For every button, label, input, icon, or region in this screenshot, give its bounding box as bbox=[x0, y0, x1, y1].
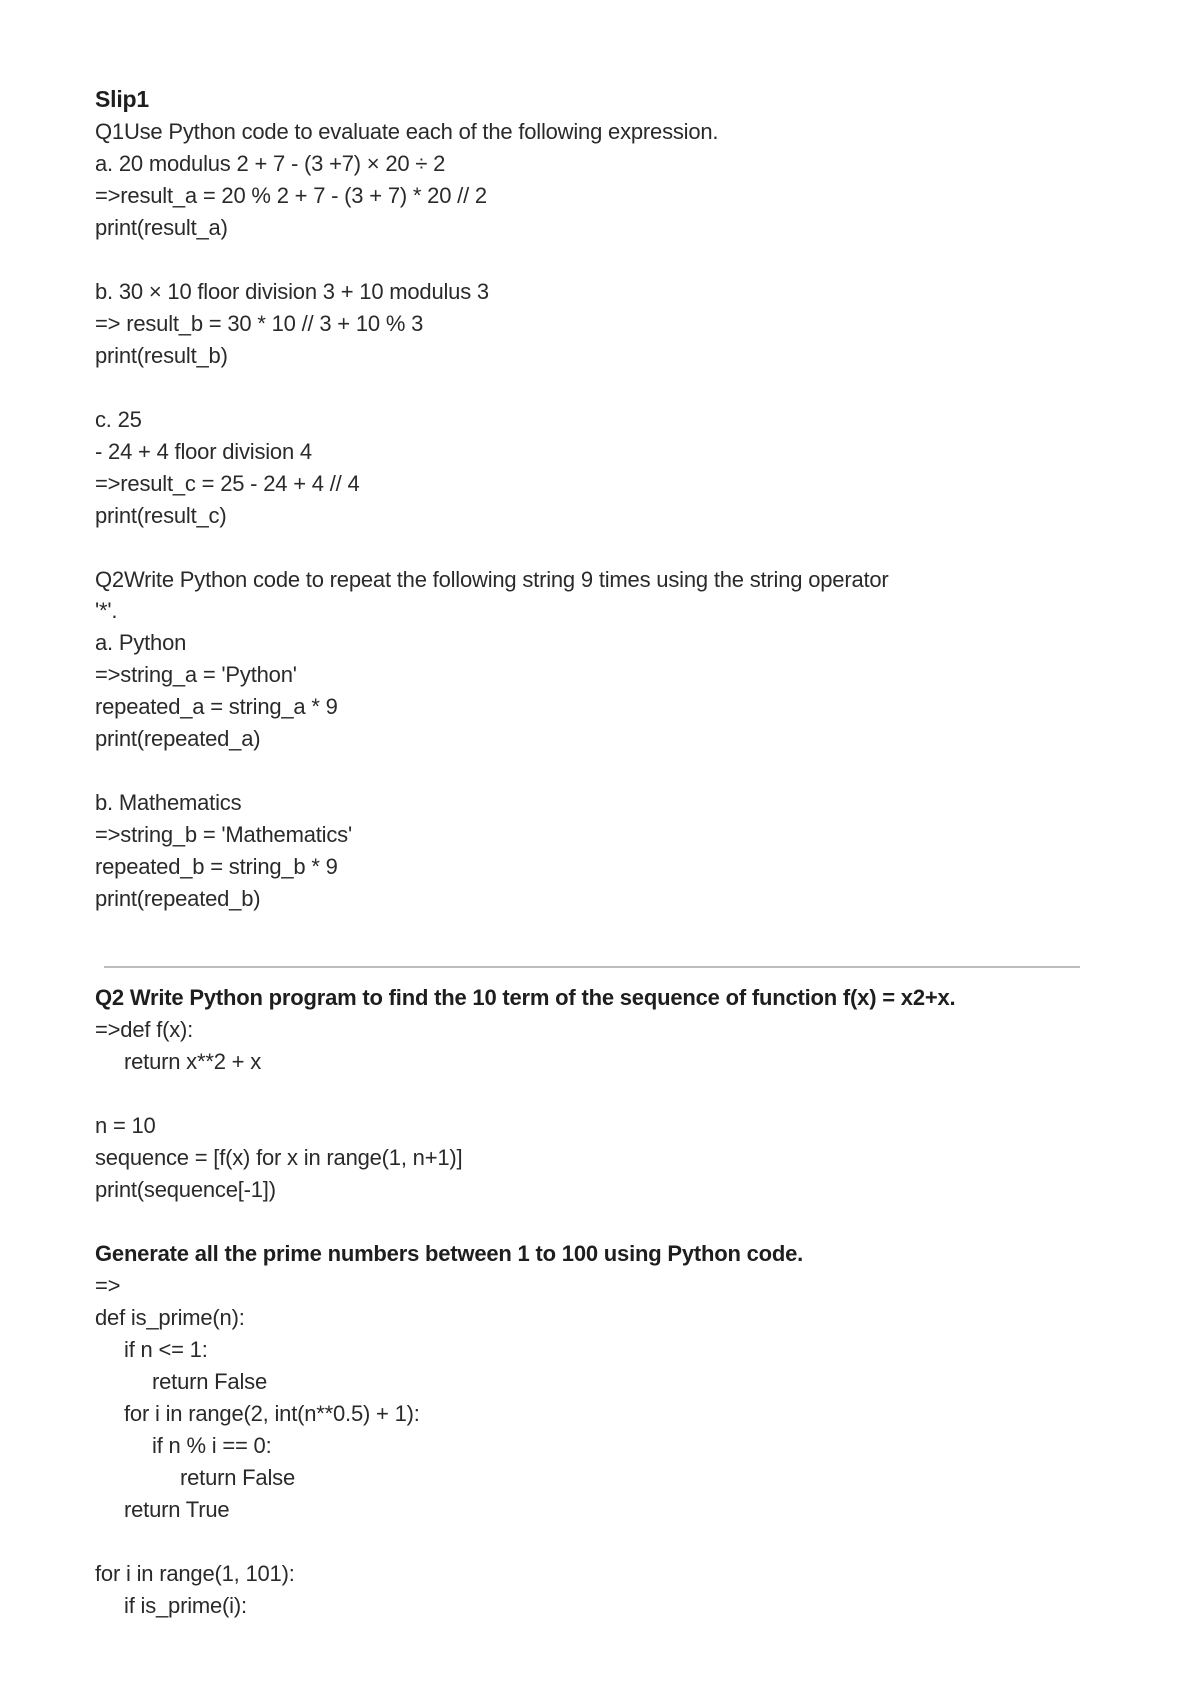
q4-code-line: return False bbox=[152, 1369, 267, 1394]
q4-code-line: if n <= 1: bbox=[124, 1337, 208, 1362]
q3-code-line: =>def f(x): bbox=[95, 1017, 194, 1042]
q1-a-expression: a. 20 modulus 2 + 7 - (3 +7) × 20 ÷ 2 bbox=[95, 151, 446, 176]
q3-code-line: n = 10 bbox=[95, 1113, 156, 1138]
q3-heading: Q2 Write Python program to find the 10 term of the sequence of function f(x) = x2+x. bbox=[95, 985, 956, 1010]
q2-b-code-line: repeated_b = string_b * 9 bbox=[95, 854, 338, 879]
q2-a-code-line: print(repeated_a) bbox=[95, 726, 261, 751]
q4-code-line: return False bbox=[180, 1465, 295, 1490]
q1-c-expression: - 24 + 4 floor division 4 bbox=[95, 439, 312, 464]
q2-b-code-line: =>string_b = 'Mathematics' bbox=[95, 822, 352, 847]
q1-c-code-line: print(result_c) bbox=[95, 503, 227, 528]
q3-code-line: print(sequence[-1]) bbox=[95, 1177, 276, 1202]
slip-title: Slip1 bbox=[95, 86, 149, 112]
q1-a-code-line: =>result_a = 20 % 2 + 7 - (3 + 7) * 20 // 2 bbox=[95, 183, 487, 208]
q1-b-code-line: => result_b = 30 * 10 // 3 + 10 % 3 bbox=[95, 311, 424, 336]
q4-code-line: if n % i == 0: bbox=[152, 1433, 272, 1458]
q4-arrow: => bbox=[95, 1273, 121, 1298]
q2-heading-continued: '*'. bbox=[95, 598, 118, 623]
q4-code-line: def is_prime(n): bbox=[95, 1305, 245, 1330]
q2-b-code-line: print(repeated_b) bbox=[95, 886, 261, 911]
q2-a-code-line: repeated_a = string_a * 9 bbox=[95, 694, 338, 719]
q4-code-line: for i in range(2, int(n**0.5) + 1): bbox=[124, 1401, 420, 1426]
q3-code-line: sequence = [f(x) for x in range(1, n+1)] bbox=[95, 1145, 463, 1170]
q2-a-code-line: =>string_a = 'Python' bbox=[95, 662, 297, 687]
q1-b-code-line: print(result_b) bbox=[95, 343, 228, 368]
q4-code-line: if is_prime(i): bbox=[124, 1593, 247, 1618]
q1-heading: Q1Use Python code to evaluate each of the following expression. bbox=[95, 119, 719, 144]
q1-c-expression: c. 25 bbox=[95, 407, 142, 432]
q4-code-line: for i in range(1, 101): bbox=[95, 1561, 295, 1586]
section-divider bbox=[104, 966, 1080, 968]
q2-b-label: b. Mathematics bbox=[95, 790, 242, 815]
q2-a-label: a. Python bbox=[95, 630, 187, 655]
q2-heading: Q2Write Python code to repeat the following string 9 times using the string operator bbox=[95, 567, 889, 592]
q4-code-line: return True bbox=[124, 1497, 230, 1522]
q1-b-expression: b. 30 × 10 floor division 3 + 10 modulus 3 bbox=[95, 279, 489, 304]
q3-code-line: return x**2 + x bbox=[124, 1049, 262, 1074]
q1-c-code-line: =>result_c = 25 - 24 + 4 // 4 bbox=[95, 471, 360, 496]
q1-a-code-line: print(result_a) bbox=[95, 215, 228, 240]
q4-heading: Generate all the prime numbers between 1 to 100 using Python code. bbox=[95, 1241, 804, 1266]
